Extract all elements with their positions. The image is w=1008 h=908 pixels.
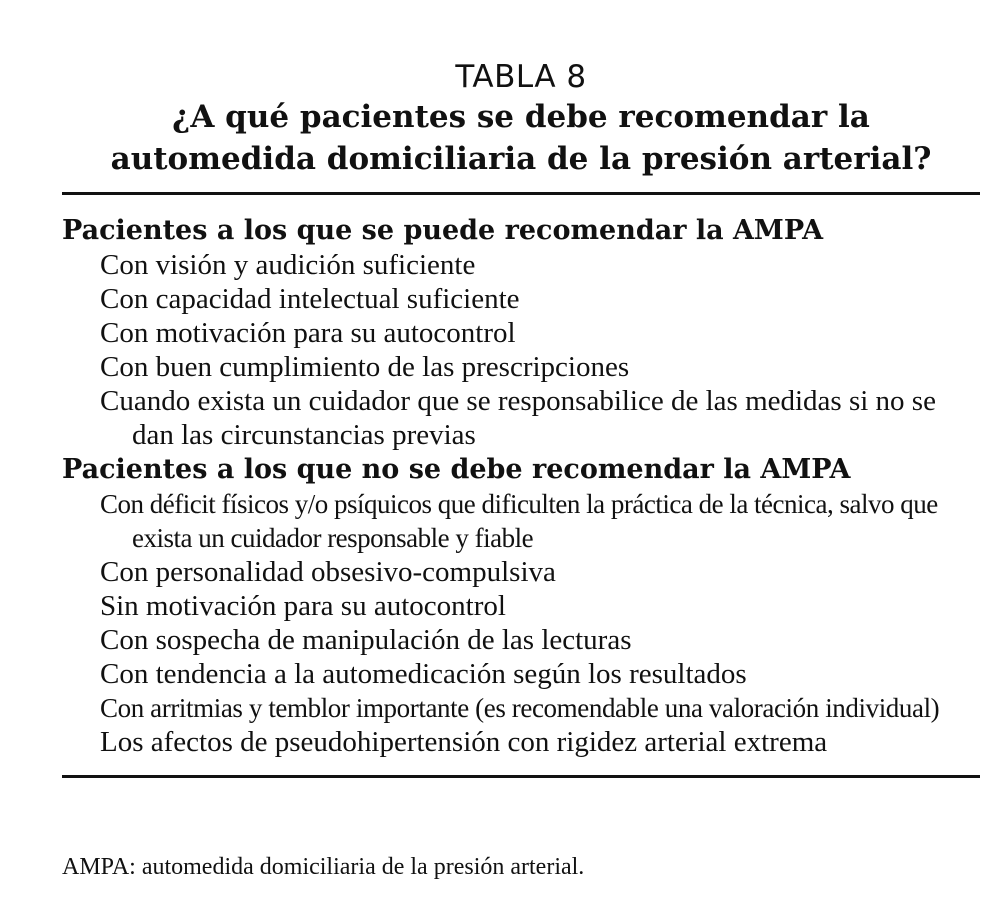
bottom-rule bbox=[62, 775, 980, 778]
footnote: AMPA: automedida domiciliaria de la presión arterial. bbox=[62, 854, 585, 880]
section-recommended bbox=[62, 213, 980, 452]
list-item: Los afectos de pseudohipertensión con rigidez arterial extrema bbox=[100, 726, 828, 758]
list-item: Con visión y audición suficiente bbox=[100, 249, 476, 281]
section-not-recommended bbox=[62, 452, 980, 759]
list-item: Sin motivación para su autocontrol bbox=[100, 590, 506, 622]
list-item: Con sospecha de manipulación de las lecturas bbox=[100, 624, 632, 656]
list-item: Con motivación para su autocontrol bbox=[100, 317, 516, 349]
table-number: TABLA 8 bbox=[455, 59, 587, 95]
list-not-recommended bbox=[62, 487, 980, 759]
table-content bbox=[62, 195, 980, 759]
list-item: Con buen cumplimiento de las prescripciones bbox=[100, 351, 630, 383]
section-heading-not-recommended: Pacientes a los que no se debe recomendar la AMPA bbox=[62, 454, 851, 485]
list-item: Con arritmias y temblor importante (es recomendable una valoración individual) bbox=[100, 693, 940, 723]
list-recommended bbox=[62, 248, 980, 452]
list-item: Cuando exista un cuidador que se responsabilice de las medidas si no se dan las circunstancias previas bbox=[100, 385, 936, 451]
table-title bbox=[62, 96, 980, 180]
list-item: Con déficit físicos y/o psíquicos que dificulten la práctica de la técnica, salvo que exista un cuidador responsable y fiable bbox=[100, 489, 938, 553]
list-item: Con tendencia a la automedicación según los resultados bbox=[100, 658, 747, 690]
list-item: Con capacidad intelectual suficiente bbox=[100, 283, 520, 315]
table-block bbox=[62, 58, 980, 778]
list-item: Con personalidad obsesivo-compulsiva bbox=[100, 556, 556, 588]
section-heading-recommended: Pacientes a los que se puede recomendar la AMPA bbox=[62, 215, 824, 246]
table-title-line-2: automedida domiciliaria de la presión arterial? bbox=[110, 141, 932, 177]
table-title-line-1: ¿A qué pacientes se debe recomendar la bbox=[172, 99, 870, 135]
